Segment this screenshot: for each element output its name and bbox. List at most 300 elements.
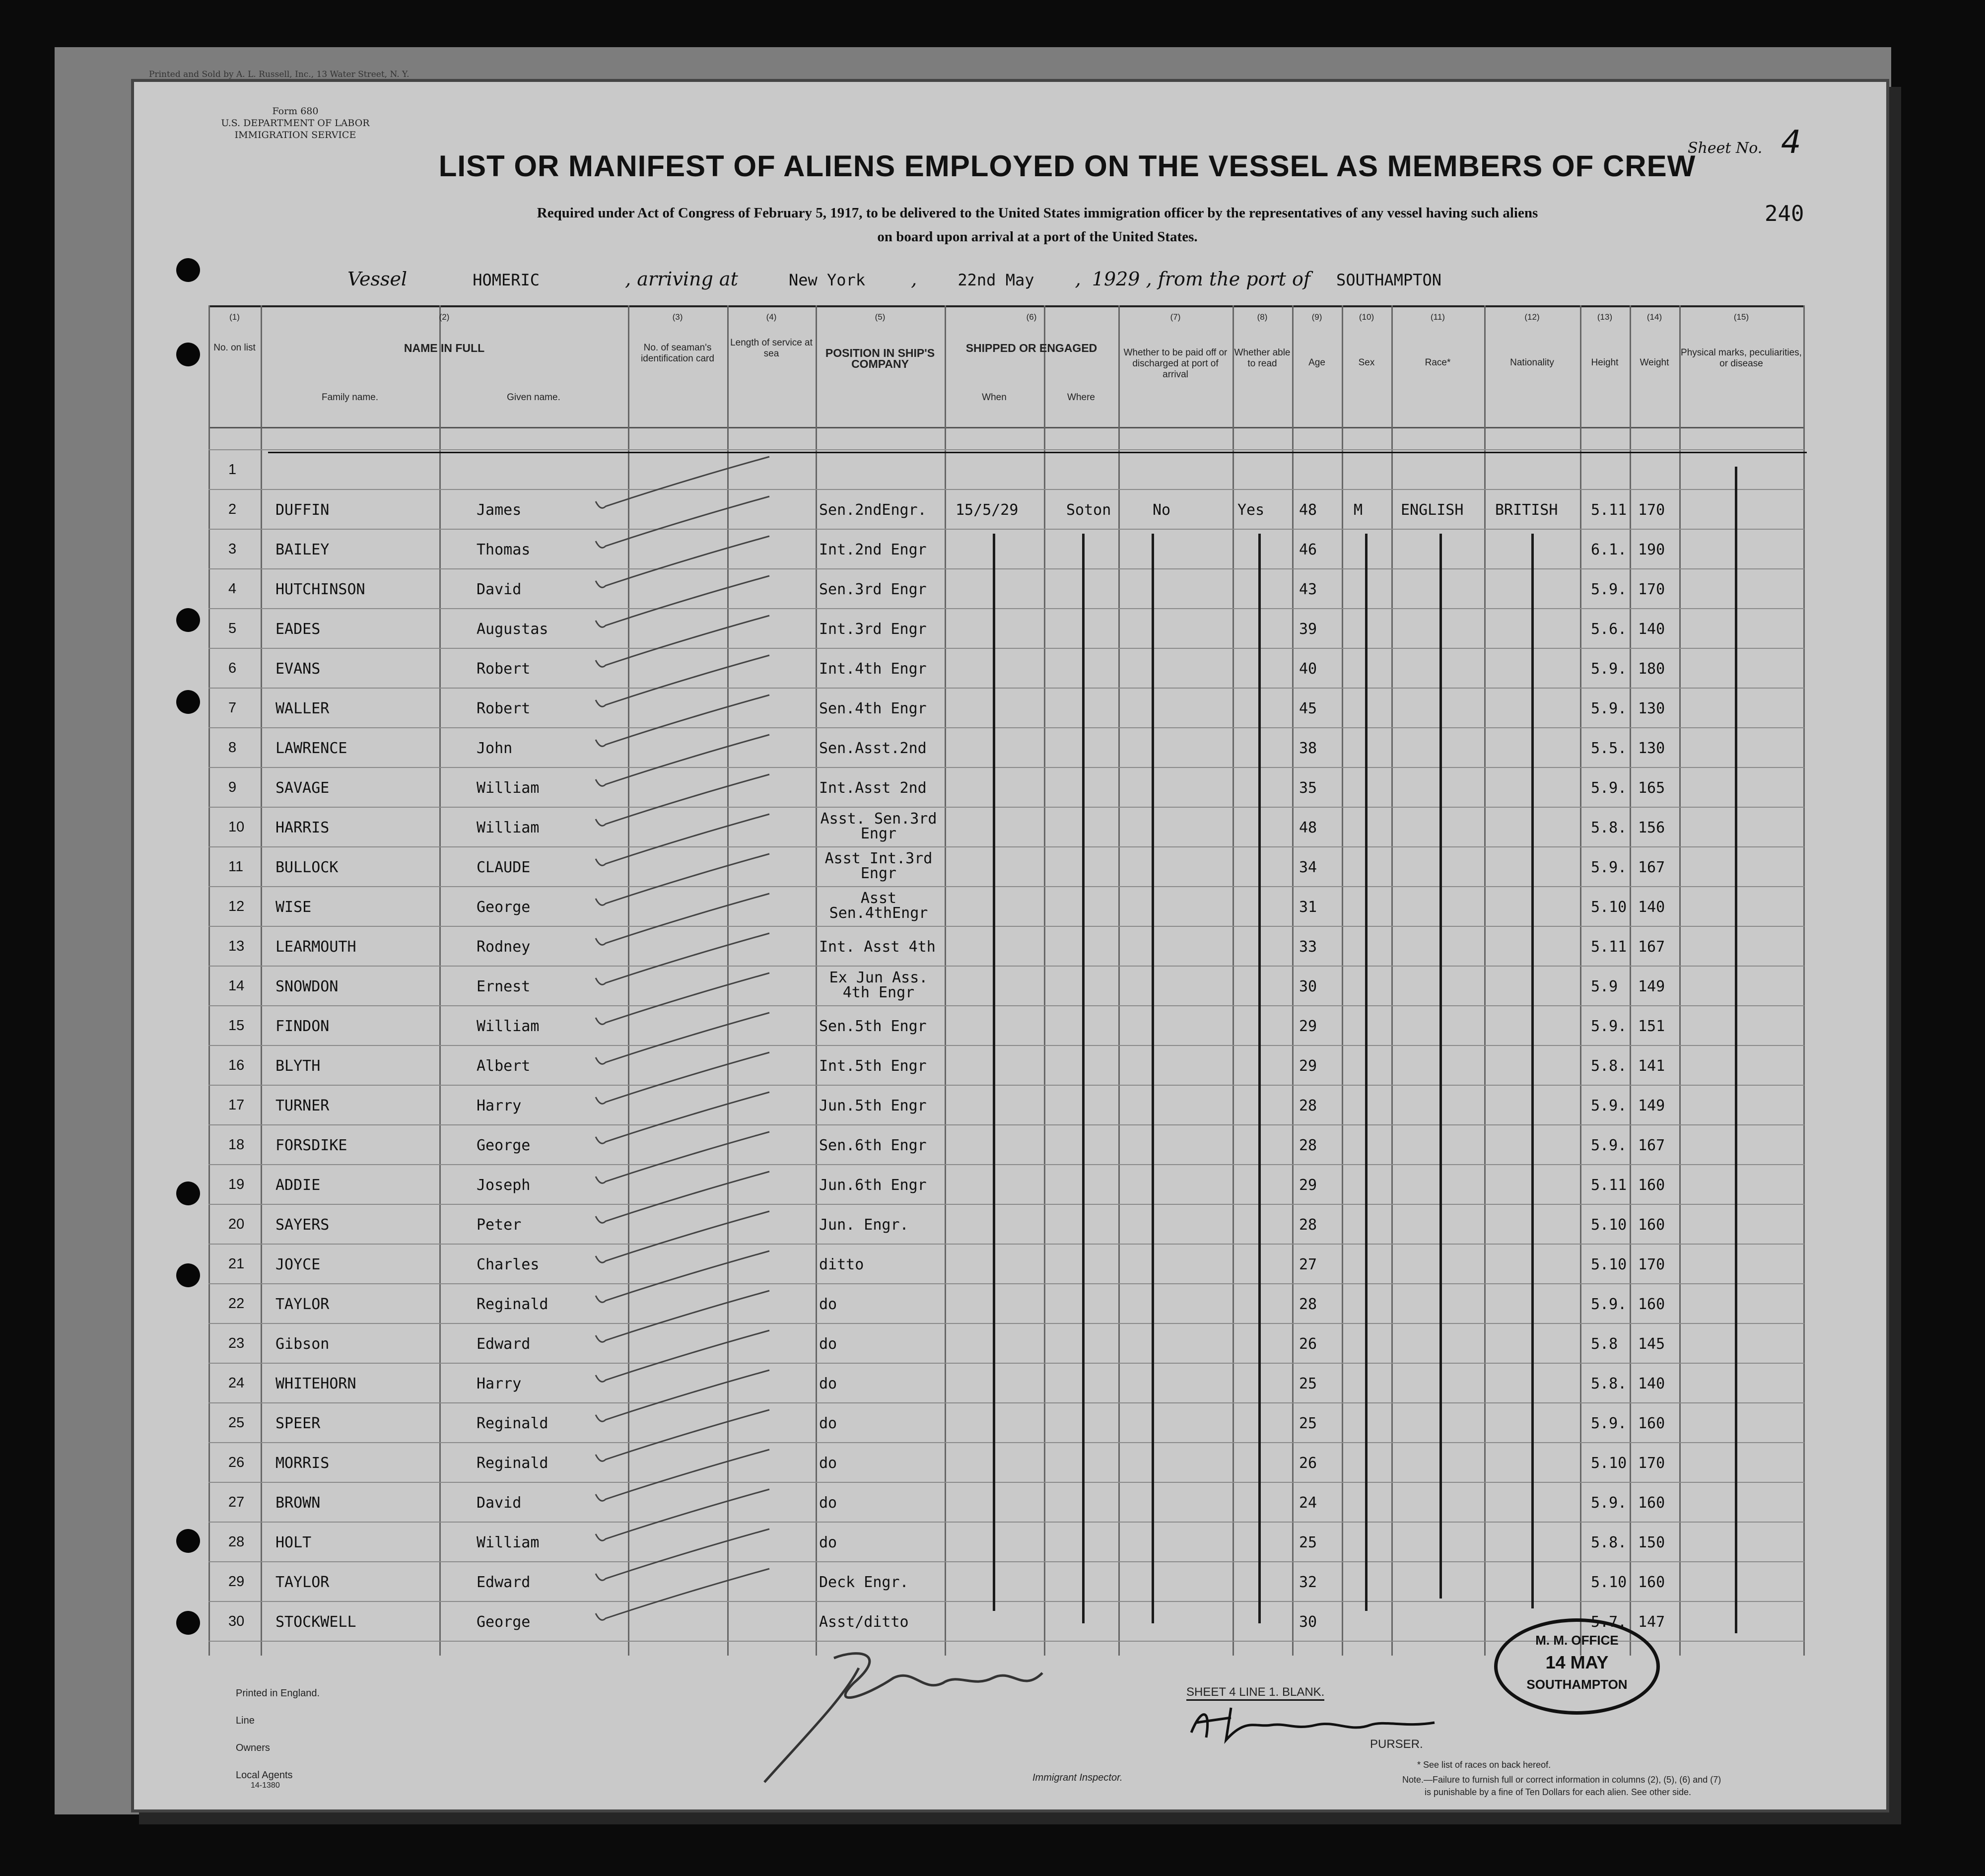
grid-line [1342,305,1343,1656]
binder-hole [176,1529,200,1553]
vessel-label: Vessel [347,268,408,290]
cell-family: EADES [275,621,321,638]
cell-no: 14 [228,978,245,994]
cell-weight: 150 [1638,1534,1665,1551]
cell-height: 5.5. [1591,740,1627,757]
cell-height: 5.8. [1591,1057,1627,1075]
cell-family: TURNER [275,1097,330,1114]
cell-height: 5.8. [1591,819,1627,836]
cell-position: Asst Sen.4thEngr [829,890,928,922]
cell-position: Sen.3rd Engr [819,581,927,598]
cell-family: TAYLOR [275,1574,330,1591]
check-mark [596,854,769,905]
cell-given: David [477,1494,522,1512]
grid-line [1391,305,1393,1656]
cell-family: MORRIS [275,1455,330,1472]
check-mark [596,1211,769,1262]
cell-no: 18 [228,1137,245,1153]
cell-age: 38 [1299,740,1317,757]
cell-height: 5.9 [1591,978,1618,995]
cell-no: 29 [228,1574,245,1590]
grid-line [208,886,1804,887]
cell-family: LAWRENCE [275,740,347,757]
check-mark [596,1172,769,1223]
agents-label: Local Agents [236,1770,293,1781]
grid-line [1580,305,1581,1656]
cell-no: 5 [228,621,237,636]
cell-height: 5.9. [1591,859,1627,876]
cell-age: 32 [1299,1574,1317,1591]
column-number: (5) [875,312,886,322]
cell-paid: No [1153,501,1171,519]
cell-age: 30 [1299,978,1317,995]
cell-height: 5.9. [1591,1494,1627,1512]
sheet-label: Sheet No. [1688,139,1763,157]
column-header-c5: POSITION IN SHIP'S COMPANY [825,347,935,370]
cell-age: 45 [1299,700,1317,717]
column-header-c2: NAME IN FULL [404,342,485,354]
cell-given: Harry [477,1097,522,1114]
cell-weight: 190 [1638,541,1665,558]
binder-hole [176,258,200,282]
grid-line [208,846,1804,847]
cell-no: 27 [228,1494,245,1510]
cell-family: LEARMOUTH [275,938,356,956]
printer-credit: Printed and Sold by A. L. Russell, Inc., 13 Water Street, N. Y. [149,69,410,79]
cell-age: 48 [1299,819,1317,836]
arrival-year: 1929 [1092,268,1140,290]
cell-given: Peter [477,1216,522,1234]
check-mark [596,735,769,786]
cell-height: 5.10 [1591,1574,1627,1591]
cell-weight: 167 [1638,1137,1665,1154]
cell-family: FINDON [275,1018,330,1035]
cell-position: Sen.4th Engr [819,700,927,717]
cell-given: John [477,740,513,757]
cell-height: 5.10 [1591,1216,1627,1234]
cell-given: James [477,501,522,519]
stamp-top: M. M. OFFICE [1535,1633,1619,1648]
grid-line [208,1363,1804,1364]
column-number: (4) [766,312,777,322]
cell-given: Edward [477,1335,531,1353]
column-number: (7) [1170,312,1181,322]
column-header-c10: Sex [1358,357,1375,368]
cell-no: 9 [228,779,237,795]
cell-family: TAYLOR [275,1296,330,1313]
cell-height: 5.9. [1591,1296,1627,1313]
grid-line [208,966,1804,967]
cell-no: 20 [228,1216,245,1232]
grid-line [208,305,210,1656]
column-number: (8) [1257,312,1268,322]
grid-line [208,648,1804,649]
cell-height: 5.8. [1591,1534,1627,1551]
cell-weight: 130 [1638,700,1665,717]
cell-position: Int. Asst 4th [819,938,936,956]
cell-weight: 170 [1638,1256,1665,1273]
cell-given: William [477,779,540,797]
check-mark [596,1330,769,1382]
cell-age: 48 [1299,501,1317,519]
column-subheader-c2a: Family name. [321,392,379,403]
cell-no: 4 [228,581,237,597]
cell-position: Sen.2ndEngr. [819,501,927,519]
grid-line [208,1005,1804,1006]
check-mark [596,1132,769,1183]
column-number: (1) [229,312,240,322]
cell-given: Reginald [477,1415,548,1432]
column-subheader-c2b: Given name. [507,392,560,403]
cell-given: Robert [477,660,531,678]
grid-line [1044,305,1045,1656]
cell-weight: 160 [1638,1494,1665,1512]
cell-given: William [477,1018,540,1035]
cell-age: 28 [1299,1216,1317,1234]
cell-position: Sen.6th Engr [819,1137,927,1154]
cell-age: 30 [1299,1613,1317,1631]
cell-weight: 167 [1638,859,1665,876]
fine-note-2: is punishable by a fine of Ten Dollars for each alien. See other side. [1425,1787,1691,1797]
grid-line [268,452,1807,453]
grid-line [208,427,1804,428]
binder-hole [176,690,200,714]
column-number: (3) [672,312,683,322]
cell-weight: 140 [1638,899,1665,916]
ditto-line [1152,534,1154,1623]
cell-position: Int.Asst 2nd [819,779,927,797]
column-header-c1: No. on list [213,343,256,353]
grid-line [208,688,1804,689]
cell-no: 13 [228,938,245,954]
cell-family: BLYTH [275,1057,321,1075]
cell-given: Edward [477,1574,531,1591]
cell-age: 25 [1299,1375,1317,1392]
cell-race: ENGLISH [1401,501,1464,519]
cell-height: 5.8. [1591,1375,1627,1392]
cell-given: Augustas [477,621,548,638]
grid-line [208,727,1804,728]
binder-hole [176,1611,200,1635]
cell-weight: 167 [1638,938,1665,956]
check-mark [596,933,769,984]
column-header-c6: SHIPPED OR ENGAGED [965,342,1097,354]
grid-line [1803,305,1805,1656]
cell-position: do [819,1375,837,1392]
check-mark [596,973,769,1024]
cell-position: ditto [819,1256,864,1273]
printed-in: Printed in England. [236,1688,320,1699]
cell-sex: M [1354,501,1363,519]
cell-age: 31 [1299,899,1317,916]
grid-line [208,1601,1804,1602]
cell-given: Joseph [477,1177,531,1194]
check-mark [596,616,769,667]
ditto-line [1365,534,1368,1611]
cell-height: 5.9. [1591,700,1627,717]
column-number: (14) [1646,312,1662,322]
check-marks [581,432,879,1673]
check-mark [596,457,769,508]
cell-family: FORSDIKE [275,1137,347,1154]
cell-family: HARRIS [275,819,330,836]
cell-weight: 160 [1638,1415,1665,1432]
grid-line [208,1204,1804,1205]
cell-age: 29 [1299,1057,1317,1075]
cell-position: Int.3rd Engr [819,621,927,638]
cell-age: 46 [1299,541,1317,558]
grid-line [208,1124,1804,1125]
cell-family: SAYERS [275,1216,330,1234]
form-info [213,105,377,141]
cell-age: 25 [1299,1534,1317,1551]
cell-family: SPEER [275,1415,321,1432]
ditto-line [993,534,995,1611]
cell-position: Asst. Sen.3rd Engr [820,810,937,842]
cell-age: 43 [1299,581,1317,598]
cell-family: JOYCE [275,1256,321,1273]
check-mark [596,695,769,746]
arrival-date: 22nd May [958,271,1034,289]
cell-given: George [477,1613,531,1631]
cell-family: WHITEHORN [275,1375,356,1392]
grid-line [208,1442,1804,1443]
cell-weight: 149 [1638,978,1665,995]
check-mark [596,1052,769,1104]
grid-line [208,608,1804,609]
grid-line [1484,305,1486,1656]
cell-position: Deck Engr. [819,1574,909,1591]
cell-position: Jun. Engr. [819,1216,909,1234]
column-number: (6) [1026,312,1037,322]
cell-weight: 160 [1638,1177,1665,1194]
cell-age: 39 [1299,621,1317,638]
cell-height: 5.11 [1591,938,1627,956]
races-note: * See list of races on back hereof. [1417,1760,1551,1770]
grid-line [208,1283,1804,1284]
cell-position: Int.5th Engr [819,1057,927,1075]
document-subtitle [367,201,1708,249]
cell-position: Int.4th Engr [819,660,927,678]
cell-given: William [477,819,540,836]
ditto-line [1439,534,1442,1598]
cell-position: Int.2nd Engr [819,541,927,558]
cell-position: Asst Int.3rd Engr [824,850,933,882]
cell-height: 5.9. [1591,779,1627,797]
binder-hole [176,1263,200,1287]
check-mark [596,1013,769,1064]
cell-nat: BRITISH [1495,501,1558,519]
cell-position: do [819,1455,837,1472]
cell-position: Jun.6th Engr [819,1177,927,1194]
column-number: (15) [1733,312,1749,322]
cell-given: David [477,581,522,598]
cell-age: 26 [1299,1455,1317,1472]
ditto-line [1258,534,1261,1623]
check-mark [596,1529,769,1580]
cell-weight: 170 [1638,501,1665,519]
cell-age: 25 [1299,1415,1317,1432]
cell-given: Reginald [477,1455,548,1472]
cell-weight: 130 [1638,740,1665,757]
grid-line [208,1164,1804,1165]
cell-no: 3 [228,541,237,557]
cell-given: Robert [477,700,531,717]
grid-line [1292,305,1294,1656]
cell-weight: 141 [1638,1057,1665,1075]
cell-no: 7 [228,700,237,716]
column-header-c15: Physical marks, peculiarities, or disease [1681,347,1802,369]
departure-port: SOUTHAMPTON [1336,271,1441,289]
column-header-c14: Weight [1640,357,1669,368]
cell-height: 5.9. [1591,581,1627,598]
column-number: (2) [439,312,450,322]
grid-line [439,305,441,1656]
cell-age: 24 [1299,1494,1317,1512]
cell-weight: 140 [1638,1375,1665,1392]
cell-height: 5.10 [1591,1455,1627,1472]
grid-line [208,1522,1804,1523]
cell-no: 15 [228,1018,245,1034]
grid-line [208,767,1804,768]
from-label: , from the port of [1146,268,1310,290]
binder-hole [176,1181,200,1205]
vessel-name: HOMERIC [473,271,540,289]
cell-given: William [477,1534,540,1551]
cell-given: Reginald [477,1296,548,1313]
cell-weight: 149 [1638,1097,1665,1114]
cell-position: Ex Jun Ass. 4th Engr [829,969,928,1001]
cell-given: Charles [477,1256,540,1273]
column-header-c4: Length of service at sea [730,338,813,359]
cell-no: 28 [228,1534,245,1550]
cell-weight: 151 [1638,1018,1665,1035]
cell-no: 8 [228,740,237,756]
cell-given: Harry [477,1375,522,1392]
cell-given: Thomas [477,541,531,558]
cell-family: WALLER [275,700,330,717]
cell-position: do [819,1494,837,1512]
grid-line [208,1482,1804,1483]
cell-no: 26 [228,1455,245,1470]
cell-height: 5.9. [1591,1097,1627,1114]
check-mark [596,1489,769,1540]
cell-given: George [477,1137,531,1154]
check-mark [596,814,769,865]
cell-family: DUFFIN [275,501,330,519]
cell-height: 5.10 [1591,899,1627,916]
column-header-c3: No. of seaman's identification card [641,343,714,364]
check-mark [596,496,769,548]
cell-age: 27 [1299,1256,1317,1273]
grid-line [208,449,1804,450]
subtitle-line-1: Required under Act of Congress of February 5, 1917, to be delivered to the United States immigration officer by the representatives of any vessel having such aliens [537,205,1538,221]
cell-given: Albert [477,1057,531,1075]
cell-height: 5.10 [1591,1256,1627,1273]
cell-no: 23 [228,1335,245,1351]
cell-weight: 140 [1638,621,1665,638]
check-mark [596,894,769,945]
cell-height: 5.9. [1591,660,1627,678]
column-number: (12) [1524,312,1540,322]
cell-weight: 160 [1638,1574,1665,1591]
cell-no: 21 [228,1256,245,1272]
binder-hole [176,608,200,632]
grid-line [208,1402,1804,1403]
column-subheader-c6b: Where [1067,392,1095,403]
grid-line [208,568,1804,569]
column-header-c12: Nationality [1510,357,1554,368]
inspector-label: Immigrant Inspector. [1032,1772,1123,1783]
cell-height: 5.6. [1591,621,1627,638]
ditto-line [1082,534,1085,1623]
service: IMMIGRATION SERVICE [234,130,356,140]
cell-no: 11 [228,859,244,875]
grid-line [1232,305,1234,1656]
cell-where: Soton [1066,501,1111,519]
check-mark [596,1251,769,1302]
check-mark [596,1092,769,1143]
cell-age: 29 [1299,1177,1317,1194]
cell-no: 1 [228,462,237,478]
cell-age: 35 [1299,779,1317,797]
cell-family: BAILEY [275,541,330,558]
cell-no: 10 [228,819,245,835]
cell-no: 30 [228,1613,245,1629]
column-number: (13) [1597,312,1613,322]
cell-weight: 156 [1638,819,1665,836]
check-mark [596,774,769,826]
column-header-c7: Whether to be paid off or discharged at port of arrival [1123,347,1228,380]
column-header-c9: Age [1308,357,1325,368]
grid-line [208,1561,1804,1562]
grid-line [1630,305,1631,1656]
grid-line [208,926,1804,927]
stamp-bottom: SOUTHAMPTON [1526,1677,1628,1692]
column-number: (11) [1431,312,1445,322]
cell-family: BULLOCK [275,859,339,876]
cell-given: George [477,899,531,916]
department: U.S. DEPARTMENT OF LABOR [221,118,370,129]
cell-no: 25 [228,1415,245,1431]
purser-title: PURSER. [1370,1737,1423,1751]
purser-signature [1186,1698,1444,1747]
cell-position: do [819,1335,837,1353]
cell-height: 5.9. [1591,1137,1627,1154]
cell-age: 34 [1299,859,1317,876]
column-header-c8: Whether able to read [1234,347,1291,369]
stamp-date: 14 MAY [1545,1652,1609,1672]
stamped-number: 240 [1765,201,1804,226]
cell-given: Rodney [477,938,531,956]
cell-height: 5.11 [1591,501,1627,519]
cell-height: 5.9. [1591,1018,1627,1035]
grid-line [945,305,946,1656]
check-mark [596,1410,769,1461]
cell-age: 29 [1299,1018,1317,1035]
line-label: Line [236,1715,255,1726]
check-mark [596,576,769,627]
check-mark [596,655,769,706]
cell-age: 28 [1299,1137,1317,1154]
arrival-port: New York [788,271,866,289]
cell-no: 2 [228,501,237,517]
cell-family: WISE [275,899,312,916]
cell-family: EVANS [275,660,321,678]
cell-family: BROWN [275,1494,321,1512]
column-header-c11: Race* [1425,357,1451,368]
cell-family: ADDIE [275,1177,321,1194]
